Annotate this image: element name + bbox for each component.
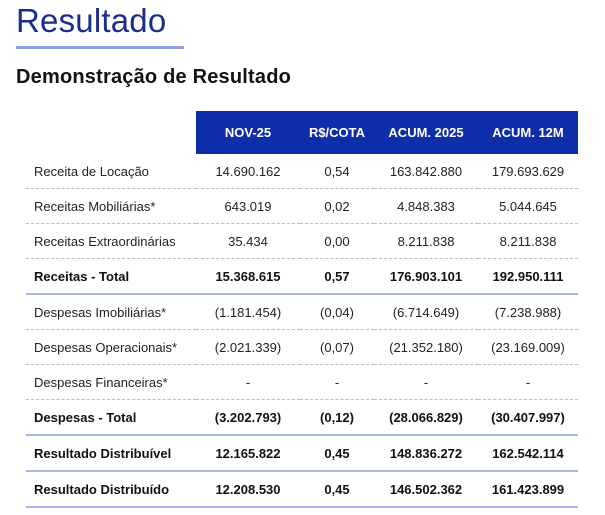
cell-acum-2025: -	[374, 365, 478, 400]
cell-nov-25: 643.019	[196, 189, 300, 224]
cell-rs-cota: -	[300, 365, 374, 400]
header-acum-12m: ACUM. 12M	[478, 111, 578, 154]
cell-acum-2025: 8.211.838	[374, 224, 478, 259]
cell-rs-cota: (0,07)	[300, 330, 374, 365]
cell-rs-cota: 0,00	[300, 224, 374, 259]
cell-nov-25: -	[196, 365, 300, 400]
cell-acum-12m: (7.238.988)	[478, 294, 578, 330]
table-total-row	[26, 471, 578, 507]
row-label: Despesas Financeiras*	[26, 365, 196, 400]
row-label: Resultado Distribuível	[26, 435, 196, 471]
table-header-row	[26, 111, 578, 154]
cell-rs-cota: (0,04)	[300, 294, 374, 330]
title-underline	[16, 46, 184, 49]
cell-nov-25: 14.690.162	[196, 154, 300, 189]
header-rs-cota: R$/COTA	[300, 111, 374, 154]
cell-acum-12m: 161.423.899	[478, 471, 578, 507]
income-statement-table	[26, 111, 578, 508]
row-label: Despesas - Total	[26, 400, 196, 436]
cell-acum-2025: (6.714.649)	[374, 294, 478, 330]
cell-acum-2025: 148.836.272	[374, 435, 478, 471]
cell-nov-25: 35.434	[196, 224, 300, 259]
header-acum-2025: ACUM. 2025	[374, 111, 478, 154]
header-blank	[26, 111, 196, 154]
table-row	[26, 365, 578, 400]
cell-rs-cota: 0,45	[300, 435, 374, 471]
table-row	[26, 330, 578, 365]
table-total-row	[26, 259, 578, 295]
header-nov-25: NOV-25	[196, 111, 300, 154]
row-label: Despesas Imobiliárias*	[26, 294, 196, 330]
table-row	[26, 224, 578, 259]
cell-acum-12m: 192.950.111	[478, 259, 578, 295]
page-title: Resultado	[16, 2, 167, 39]
cell-acum-12m: 179.693.629	[478, 154, 578, 189]
cell-rs-cota: 0,54	[300, 154, 374, 189]
cell-acum-12m: 8.211.838	[478, 224, 578, 259]
cell-acum-2025: 146.502.362	[374, 471, 478, 507]
row-label: Resultado Distribuído	[26, 471, 196, 507]
cell-nov-25: 12.165.822	[196, 435, 300, 471]
cell-acum-12m: (23.169.009)	[478, 330, 578, 365]
cell-acum-2025: (21.352.180)	[374, 330, 478, 365]
table-total-row	[26, 435, 578, 471]
table-row	[26, 189, 578, 224]
cell-nov-25: (1.181.454)	[196, 294, 300, 330]
cell-acum-12m: 162.542.114	[478, 435, 578, 471]
cell-rs-cota: 0,02	[300, 189, 374, 224]
row-label: Receita de Locação	[26, 154, 196, 189]
row-label: Receitas Extraordinárias	[26, 224, 196, 259]
cell-acum-12m: -	[478, 365, 578, 400]
section-title: Demonstração de Resultado	[16, 66, 292, 88]
cell-acum-2025: 4.848.383	[374, 189, 478, 224]
table-total-row	[26, 400, 578, 436]
row-label: Despesas Operacionais*	[26, 330, 196, 365]
cell-rs-cota: 0,57	[300, 259, 374, 295]
cell-nov-25: 15.368.615	[196, 259, 300, 295]
row-label: Receitas Mobiliárias*	[26, 189, 196, 224]
row-label: Receitas - Total	[26, 259, 196, 295]
cell-acum-2025: 163.842.880	[374, 154, 478, 189]
cell-rs-cota: 0,45	[300, 471, 374, 507]
cell-nov-25: 12.208.530	[196, 471, 300, 507]
cell-nov-25: (2.021.339)	[196, 330, 300, 365]
cell-nov-25: (3.202.793)	[196, 400, 300, 436]
cell-acum-2025: (28.066.829)	[374, 400, 478, 436]
cell-acum-2025: 176.903.101	[374, 259, 478, 295]
cell-acum-12m: (30.407.997)	[478, 400, 578, 436]
cell-rs-cota: (0,12)	[300, 400, 374, 436]
cell-acum-12m: 5.044.645	[478, 189, 578, 224]
table-row	[26, 294, 578, 330]
table-row	[26, 154, 578, 189]
